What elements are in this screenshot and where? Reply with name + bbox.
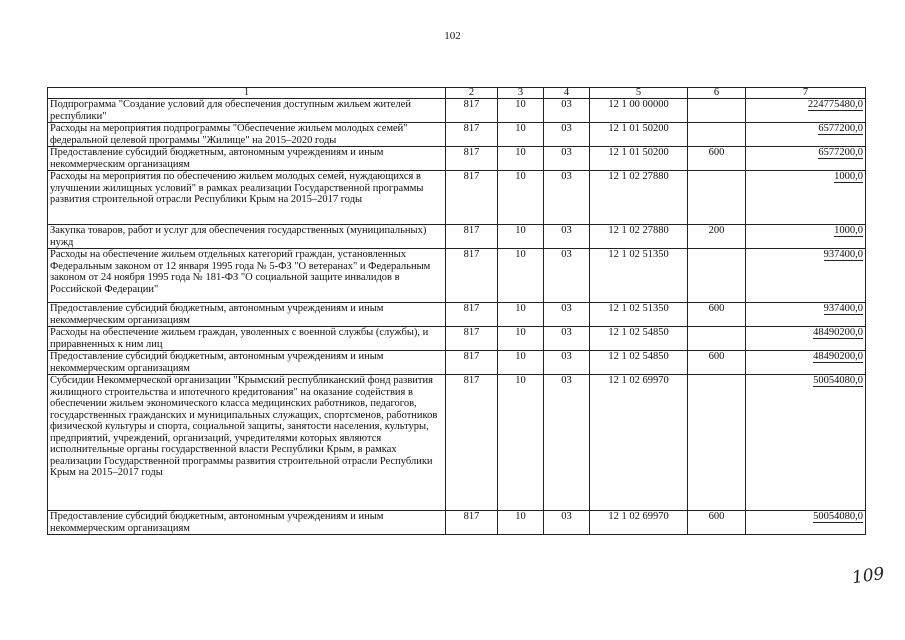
row-code-subsection: 03	[544, 375, 590, 511]
row-code-expense-type	[688, 99, 746, 123]
row-code-subsection: 03	[544, 303, 590, 327]
row-code-target-article: 12 1 02 69970	[590, 511, 688, 535]
header-cell: 4	[544, 88, 590, 99]
row-code-section: 10	[498, 375, 544, 511]
row-code-ministry: 817	[446, 327, 498, 351]
row-code-section: 10	[498, 249, 544, 303]
table-row	[48, 351, 866, 375]
header-row	[48, 88, 866, 99]
row-code-expense-type: 200	[688, 225, 746, 249]
row-amount: 1000,0	[746, 171, 866, 225]
row-code-expense-type	[688, 123, 746, 147]
header-cell: 2	[446, 88, 498, 99]
row-code-target-article: 12 1 02 51350	[590, 303, 688, 327]
row-amount: 937400,0	[746, 303, 866, 327]
table-row	[48, 147, 866, 171]
row-description: Предоставление субсидий бюджетным, автономным учреждениям и иным некоммерческим организациям	[48, 511, 446, 535]
row-code-ministry: 817	[446, 171, 498, 225]
row-code-target-article: 12 1 02 69970	[590, 375, 688, 511]
page-number: 102	[444, 30, 461, 42]
table-row	[48, 225, 866, 249]
row-code-target-article: 12 1 02 27880	[590, 171, 688, 225]
row-code-ministry: 817	[446, 375, 498, 511]
row-code-ministry: 817	[446, 351, 498, 375]
row-code-subsection: 03	[544, 147, 590, 171]
row-code-ministry: 817	[446, 123, 498, 147]
row-code-section: 10	[498, 147, 544, 171]
row-code-target-article: 12 1 02 27880	[590, 225, 688, 249]
row-code-ministry: 817	[446, 147, 498, 171]
row-code-ministry: 817	[446, 303, 498, 327]
row-code-expense-type: 600	[688, 303, 746, 327]
row-code-expense-type	[688, 171, 746, 225]
row-description: Предоставление субсидий бюджетным, автономным учреждениям и иным некоммерческим организациям	[48, 351, 446, 375]
row-description: Предоставление субсидий бюджетным, автономным учреждениям и иным некоммерческим организациям	[48, 147, 446, 171]
row-code-section: 10	[498, 303, 544, 327]
row-description: Закупка товаров, работ и услуг для обеспечения государственных (муниципальных) нужд	[48, 225, 446, 249]
row-code-section: 10	[498, 511, 544, 535]
row-code-target-article: 12 1 01 50200	[590, 147, 688, 171]
header-cell: 6	[688, 88, 746, 99]
table-row	[48, 171, 866, 225]
table-row	[48, 511, 866, 535]
row-amount: 6577200,0	[746, 147, 866, 171]
budget-table	[47, 87, 866, 535]
row-code-expense-type	[688, 327, 746, 351]
row-code-target-article: 12 1 02 54850	[590, 327, 688, 351]
row-code-subsection: 03	[544, 123, 590, 147]
row-amount: 50054080,0	[746, 511, 866, 535]
row-code-subsection: 03	[544, 249, 590, 303]
row-code-subsection: 03	[544, 327, 590, 351]
row-description: Предоставление субсидий бюджетным, автономным учреждениям и иным некоммерческим организациям	[48, 303, 446, 327]
row-code-ministry: 817	[446, 511, 498, 535]
table-row	[48, 303, 866, 327]
row-code-section: 10	[498, 99, 544, 123]
handwritten-page-mark: 109	[850, 563, 886, 589]
row-code-target-article: 12 1 01 50200	[590, 123, 688, 147]
row-code-section: 10	[498, 171, 544, 225]
row-description: Субсидии Некоммерческой организации "Крымский республиканский фонд развития жилищного строительства и ипотечного кредитования" на оказание содействия в обеспечении жильем экономического класса медицинских работников, педагогов, государственных гражданских и муниципальных служащих, спортсменов, работников физической культуры и спорта, социальной защиты, занятости населения, культуры, предприятий, учреждений, организаций, учредителями которых являются исполнительные органы государственной власти Республики Крым, в рамках реализации Государственной программы развития строительной отрасли Республики Крым на 2015–2017 годы	[48, 375, 446, 511]
row-amount: 937400,0	[746, 249, 866, 303]
header-cell: 7	[746, 88, 866, 99]
row-code-subsection: 03	[544, 99, 590, 123]
row-code-expense-type: 600	[688, 511, 746, 535]
header-cell: 3	[498, 88, 544, 99]
row-code-section: 10	[498, 351, 544, 375]
row-code-ministry: 817	[446, 249, 498, 303]
row-code-target-article: 12 1 00 00000	[590, 99, 688, 123]
row-code-ministry: 817	[446, 225, 498, 249]
row-code-subsection: 03	[544, 171, 590, 225]
row-code-target-article: 12 1 02 54850	[590, 351, 688, 375]
row-description: Расходы на обеспечение жильем отдельных категорий граждан, установленных Федеральным законом от 12 января 1995 года № 5-ФЗ "О ветеранах" и Федеральным законом от 24 ноября 1995 года № 181-ФЗ "О социальной защите инвалидов в Российской Федерации"	[48, 249, 446, 303]
row-description: Расходы на мероприятия по обеспечению жильем молодых семей, нуждающихся в улучшении жилищных условий" в рамках реализации Государственной программы развития строительной отрасли Республики Крым на 2015–2017 годы	[48, 171, 446, 225]
row-code-section: 10	[498, 225, 544, 249]
row-code-subsection: 03	[544, 511, 590, 535]
row-code-ministry: 817	[446, 99, 498, 123]
row-amount: 48490200,0	[746, 327, 866, 351]
table-row	[48, 375, 866, 511]
row-code-expense-type: 600	[688, 351, 746, 375]
table-row	[48, 249, 866, 303]
row-code-subsection: 03	[544, 225, 590, 249]
header-cell: 5	[590, 88, 688, 99]
row-code-expense-type	[688, 249, 746, 303]
row-code-section: 10	[498, 327, 544, 351]
row-description: Подпрограмма "Создание условий для обеспечения доступным жильем жителей республики"	[48, 99, 446, 123]
row-code-target-article: 12 1 02 51350	[590, 249, 688, 303]
table-row	[48, 123, 866, 147]
row-amount: 6577200,0	[746, 123, 866, 147]
row-code-expense-type	[688, 375, 746, 511]
row-amount: 50054080,0	[746, 375, 866, 511]
row-code-expense-type: 600	[688, 147, 746, 171]
row-code-section: 10	[498, 123, 544, 147]
row-amount: 48490200,0	[746, 351, 866, 375]
table-row	[48, 327, 866, 351]
row-amount: 224775480,0	[746, 99, 866, 123]
row-code-subsection: 03	[544, 351, 590, 375]
row-amount: 1000,0	[746, 225, 866, 249]
header-cell: 1	[48, 88, 446, 99]
row-description: Расходы на обеспечение жильем граждан, уволенных с военной службы (службы), и приравненных к ним лиц	[48, 327, 446, 351]
row-description: Расходы на мероприятия подпрограммы "Обеспечение жильем молодых семей" федеральной целевой программы "Жилище" на 2015–2020 годы	[48, 123, 446, 147]
table-row	[48, 99, 866, 123]
